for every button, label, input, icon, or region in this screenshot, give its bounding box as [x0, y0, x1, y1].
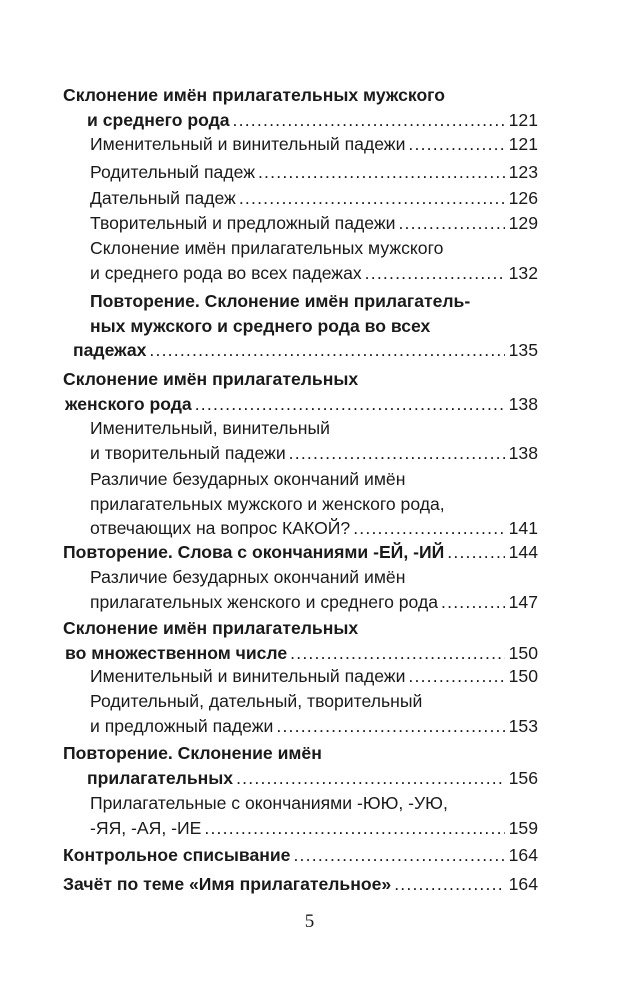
toc-entry — [73, 289, 538, 363]
dot-leader — [353, 516, 505, 541]
toc-entry-line: -ЯЯ, -АЯ, -ИЕ — [90, 817, 202, 838]
toc-entry-line: отвечающих на вопрос КАКОЙ? — [90, 518, 351, 538]
toc-entry-line: Повторение. Слова с окончаниями -ЕЙ, -ИЙ — [63, 542, 445, 562]
toc-entry-line: женского рода — [65, 393, 192, 414]
toc-entry-line: Именительный и винительный падежи — [90, 134, 406, 154]
toc-page-number: 150 — [508, 666, 538, 686]
toc-page-number: 164 — [508, 845, 538, 865]
toc-entry-line: и среднего рода — [87, 109, 230, 130]
dot-leader — [290, 641, 505, 666]
toc-entry — [90, 416, 538, 465]
dot-leader — [365, 261, 505, 286]
dot-leader — [258, 160, 505, 185]
toc-page-number: 144 — [508, 542, 538, 562]
dot-leader — [447, 540, 505, 565]
toc-page-number: 138 — [508, 393, 538, 414]
toc-entry — [63, 83, 538, 132]
toc-entry-line: Творительный и предложный падежи — [90, 213, 396, 233]
dot-leader — [398, 211, 505, 236]
toc-page-number: 126 — [508, 188, 538, 208]
toc-page-number: 159 — [508, 817, 538, 838]
toc-entry-line: прилагательных — [87, 767, 234, 788]
toc-entry-line: Прилагательные с окончаниями -ЮЮ, -УЮ, — [90, 793, 448, 813]
dot-leader — [149, 338, 505, 363]
toc-entry-line: Именительный и винительный падежи — [90, 666, 406, 686]
toc-page-number: 135 — [508, 340, 538, 360]
toc-page-number: 138 — [508, 442, 538, 463]
toc-entry-line: Склонение имён прилагательных — [63, 618, 359, 638]
toc-page-number: 150 — [508, 642, 538, 663]
toc-page-number: 164 — [508, 874, 538, 894]
toc-entry — [90, 132, 538, 157]
toc-entry-line: и предложный падежи — [90, 715, 274, 736]
toc-entry-line: прилагательных женского и среднего рода — [90, 591, 439, 612]
toc-entry — [63, 741, 538, 790]
toc-entry-line: Дательный падеж — [90, 188, 236, 208]
toc-entry-line: Именительный, винительный — [90, 418, 330, 438]
toc-entry-line: Родительный падеж — [90, 162, 255, 182]
toc-entry — [63, 367, 538, 416]
toc-entry — [90, 791, 538, 840]
toc-entry — [90, 467, 538, 541]
toc-entry-line: Родительный, дательный, творительный — [90, 691, 423, 711]
toc-entry-line: Различие безударных окончаний имён — [90, 469, 406, 489]
toc-entry-line: и среднего рода во всех падежах — [90, 262, 362, 283]
toc-entry — [63, 616, 538, 665]
dot-leader — [289, 441, 505, 466]
toc-entry — [90, 160, 538, 185]
toc-entry — [90, 211, 538, 236]
toc-page-number: 147 — [508, 591, 538, 612]
toc-entry-line: прилагательных мужского и женского рода, — [90, 493, 445, 514]
dot-leader — [236, 766, 505, 791]
toc-entry-line: и творительный падежи — [90, 442, 286, 463]
toc-page-number: 123 — [508, 162, 538, 182]
page-number: 5 — [304, 911, 315, 932]
toc-page-number: 156 — [508, 767, 538, 788]
toc-entry-line: Склонение имён прилагательных мужского — [90, 238, 444, 258]
dot-leader — [204, 816, 505, 841]
dot-leader — [293, 843, 505, 868]
toc-entry — [90, 565, 538, 614]
dot-leader — [239, 186, 505, 211]
toc-entry-line: Зачёт по теме «Имя прилагательное» — [63, 874, 392, 894]
toc-entry-line: Контрольное списывание — [63, 845, 291, 865]
toc-entry — [90, 236, 538, 285]
toc-page-number: 129 — [508, 213, 538, 233]
toc-entry-line: падежах — [73, 340, 147, 360]
toc-entry — [90, 186, 538, 211]
dot-leader — [394, 872, 505, 897]
toc-entry — [90, 689, 538, 738]
toc-page-number: 121 — [508, 109, 538, 130]
dot-leader — [441, 590, 505, 615]
toc-page-number: 132 — [508, 262, 538, 283]
dot-leader — [276, 714, 505, 739]
dot-leader — [195, 392, 505, 417]
toc-entry-line: Повторение. Склонение имён — [63, 743, 322, 763]
dot-leader — [408, 132, 505, 157]
toc-page-number: 141 — [508, 518, 538, 538]
toc-entry — [63, 843, 538, 868]
toc-entry-line: Склонение имён прилагательных мужского — [63, 85, 446, 105]
toc-entry — [63, 540, 538, 565]
toc-entry-line: во множественном числе — [65, 642, 288, 663]
toc-entry-line: ных мужского и среднего рода во всех — [90, 315, 431, 336]
toc-entry-line: Склонение имён прилагательных — [63, 369, 359, 389]
toc-entry — [90, 664, 538, 689]
toc-page-number: 121 — [508, 134, 538, 154]
toc-entry-line: Различие безударных окончаний имён — [90, 567, 406, 587]
dot-leader — [233, 108, 505, 133]
toc-entry — [63, 872, 538, 897]
toc-page-number: 153 — [508, 715, 538, 736]
toc-entry-line: Повторение. Склонение имён прилагатель- — [90, 291, 471, 311]
dot-leader — [408, 664, 505, 689]
